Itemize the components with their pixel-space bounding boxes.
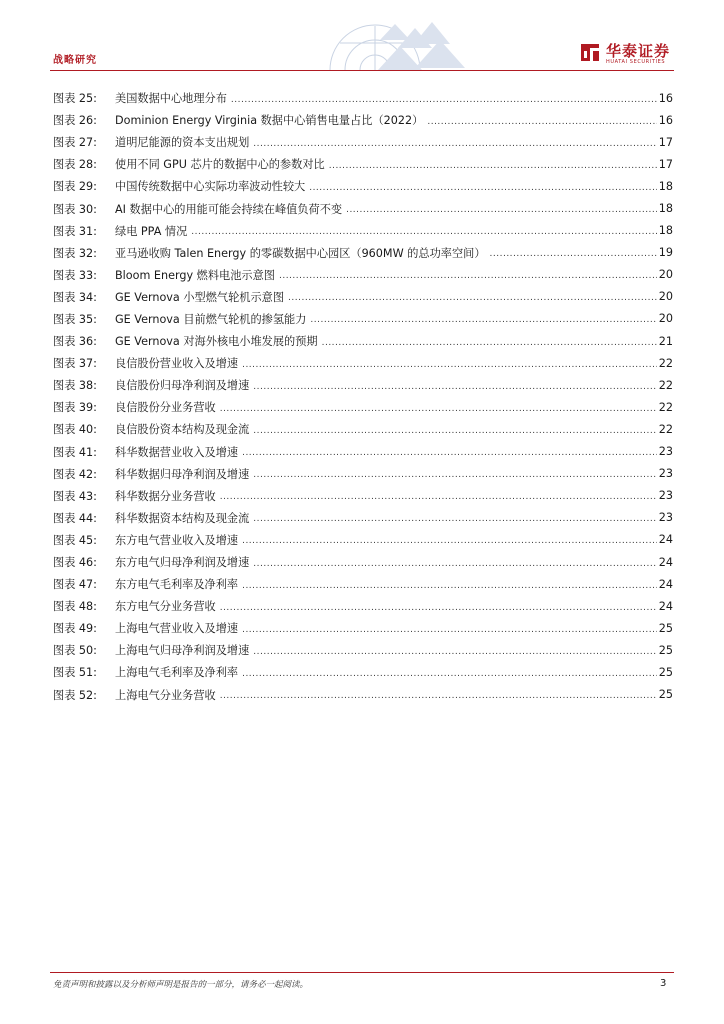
toc-entry-title: 上海电气归母净利润及增速 (115, 644, 250, 658)
toc-entry-page: 18 (658, 202, 673, 216)
toc-entry[interactable] (53, 507, 673, 529)
toc-entry-number: 图表 35: (53, 312, 97, 326)
toc-entry[interactable] (53, 109, 673, 131)
toc-entry-page: 17 (658, 157, 673, 171)
brand-name-en: HUATAI SECURITIES (606, 59, 666, 65)
toc-dot-leader (310, 316, 656, 325)
toc-entry[interactable] (53, 418, 673, 440)
toc-entry[interactable] (53, 595, 673, 617)
toc-dot-leader (253, 515, 656, 524)
toc-entry-number: 图表 45: (53, 533, 97, 547)
header-divider (50, 70, 674, 71)
toc-entry-title: 科华数据分业务营收 (115, 489, 216, 503)
toc-entry-page: 24 (658, 599, 673, 613)
toc-dot-leader (346, 206, 657, 215)
toc-entry-title: 美国数据中心地理分布 (115, 92, 227, 106)
toc-dot-leader (191, 228, 656, 237)
brand-name-cn: 华泰证券 (606, 42, 671, 60)
toc-entry-page: 23 (658, 467, 673, 481)
section-label: 战略研究 (53, 55, 97, 66)
toc-entry-page: 18 (658, 224, 673, 238)
toc-dot-leader (279, 272, 657, 281)
brand-logo (578, 40, 678, 68)
toc-entry-page: 24 (658, 577, 673, 591)
toc-entry-page: 22 (658, 400, 673, 414)
toc-entry-number: 图表 47: (53, 578, 97, 592)
toc-entry-title: GE Vernova 小型燃气轮机示意图 (115, 290, 285, 304)
toc-entry[interactable] (53, 617, 673, 639)
toc-entry[interactable] (53, 330, 673, 352)
toc-dot-leader (242, 582, 657, 591)
toc-entry-number: 图表 29: (53, 180, 97, 194)
toc-dot-leader (220, 604, 657, 613)
toc-entry[interactable] (53, 87, 673, 109)
toc-entry-number: 图表 46: (53, 556, 97, 570)
toc-entry[interactable] (53, 308, 673, 330)
toc-entry[interactable] (53, 529, 673, 551)
toc-entry-number: 图表 27: (53, 136, 97, 150)
footer-divider (50, 972, 674, 973)
toc-entry-number: 图表 30: (53, 202, 97, 216)
toc-entry-page: 22 (658, 378, 673, 392)
toc-entry-page: 18 (658, 179, 673, 193)
toc-entry-title: AI 数据中心的用能可能会持续在峰值负荷不变 (115, 202, 343, 216)
toc-entry[interactable] (53, 220, 673, 242)
page-number: 3 (660, 978, 667, 989)
toc-entry-title: 良信股份资本结构及现金流 (115, 423, 250, 437)
toc-dot-leader (242, 449, 657, 458)
toc-entry[interactable] (53, 153, 673, 175)
toc-entry-title: 良信股份分业务营收 (115, 401, 216, 415)
toc-dot-leader (322, 339, 657, 348)
toc-entry-page: 21 (658, 334, 673, 348)
toc-entry[interactable] (53, 396, 673, 418)
toc-entry-number: 图表 50: (53, 644, 97, 658)
globe-watermark-icon (300, 18, 470, 70)
toc-entry-number: 图表 32: (53, 246, 97, 260)
toc-entry-number: 图表 48: (53, 600, 97, 614)
toc-entry-number: 图表 28: (53, 158, 97, 172)
toc-entry[interactable] (53, 485, 673, 507)
toc-entry-page: 22 (658, 356, 673, 370)
toc-entry-page: 25 (658, 665, 673, 679)
toc-entry-page: 25 (658, 621, 673, 635)
toc-entry-number: 图表 34: (53, 290, 97, 304)
toc-entry-page: 24 (658, 533, 673, 547)
toc-entry-title: GE Vernova 目前燃气轮机的掺氢能力 (115, 312, 307, 326)
toc-dot-leader (242, 626, 657, 635)
toc-entry-title: 上海电气营业收入及增速 (115, 622, 239, 636)
toc-dot-leader (288, 294, 657, 303)
toc-dot-leader (253, 383, 656, 392)
toc-entry-number: 图表 40: (53, 423, 97, 437)
toc-entry-number: 图表 41: (53, 445, 97, 459)
toc-entry-page: 23 (658, 511, 673, 525)
toc-dot-leader (309, 184, 657, 193)
toc-entry[interactable] (53, 352, 673, 374)
toc-entry[interactable] (53, 551, 673, 573)
page-header (0, 0, 724, 70)
toc-dot-leader (220, 493, 657, 502)
toc-entry-title: 上海电气毛利率及净利率 (115, 666, 239, 680)
toc-dot-leader (242, 361, 657, 370)
toc-dot-leader (253, 140, 656, 149)
toc-entry-page: 23 (658, 489, 673, 503)
toc-entry[interactable] (53, 639, 673, 661)
toc-dot-leader (329, 162, 657, 171)
toc-entry-title: 东方电气分业务营收 (115, 600, 216, 614)
toc-entry-page: 22 (658, 422, 673, 436)
toc-entry-page: 20 (658, 312, 673, 326)
toc-entry[interactable] (53, 264, 673, 286)
toc-entry-title: 良信股份营业收入及增速 (115, 357, 239, 371)
toc-entry-title: 绿电 PPA 情况 (115, 224, 188, 238)
toc-entry-number: 图表 38: (53, 379, 97, 393)
toc-dot-leader (490, 250, 657, 259)
toc-entry[interactable] (53, 131, 673, 153)
toc-entry-number: 图表 31: (53, 224, 97, 238)
toc-entry[interactable] (53, 242, 673, 264)
footer-disclaimer: 免责声明和披露以及分析师声明是报告的一部分，请务必一起阅读。 (53, 980, 309, 990)
toc-entry-number: 图表 43: (53, 489, 97, 503)
toc-entry-title: 道明尼能源的资本支出规划 (115, 136, 250, 150)
toc-dot-leader (220, 405, 657, 414)
toc-entry-page: 25 (658, 643, 673, 657)
toc-entry[interactable] (53, 684, 673, 706)
toc-entry[interactable] (53, 197, 673, 219)
toc-entry-page: 20 (658, 290, 673, 304)
toc-entry-page: 16 (658, 91, 673, 105)
toc-entry-number: 图表 33: (53, 268, 97, 282)
toc-entry-page: 25 (658, 688, 673, 702)
toc-entry-page: 16 (658, 113, 673, 127)
toc-entry-number: 图表 25: (53, 92, 97, 106)
toc-dot-leader (253, 560, 656, 569)
toc-dot-leader (231, 96, 657, 105)
toc-entry-number: 图表 37: (53, 357, 97, 371)
toc-dot-leader (427, 118, 656, 127)
toc-entry-page: 20 (658, 268, 673, 282)
toc-entry[interactable] (53, 573, 673, 595)
toc-entry-page: 19 (658, 246, 673, 260)
toc-entry-number: 图表 39: (53, 401, 97, 415)
toc-entry-title: 科华数据归母净利润及增速 (115, 467, 250, 481)
toc-entry[interactable] (53, 286, 673, 308)
toc-entry[interactable] (53, 374, 673, 396)
toc-entry-page: 23 (658, 445, 673, 459)
toc-entry-title: Dominion Energy Virginia 数据中心销售电量占比（2022） (115, 114, 424, 128)
toc-entry-number: 图表 52: (53, 688, 97, 702)
toc-entry[interactable] (53, 175, 673, 197)
table-of-figures (53, 87, 673, 706)
toc-entry[interactable] (53, 661, 673, 683)
toc-entry-page: 17 (658, 135, 673, 149)
toc-entry-title: 东方电气归母净利润及增速 (115, 556, 250, 570)
toc-entry-title: 亚马逊收购 Talen Energy 的零碳数据中心园区（960MW 的总功率空间） (115, 246, 486, 260)
toc-entry[interactable] (53, 441, 673, 463)
toc-dot-leader (253, 471, 656, 480)
toc-entry-page: 24 (658, 555, 673, 569)
toc-entry-number: 图表 51: (53, 666, 97, 680)
toc-entry-number: 图表 42: (53, 467, 97, 481)
toc-entry-title: GE Vernova 对海外核电小堆发展的预期 (115, 335, 318, 349)
toc-dot-leader (253, 648, 656, 657)
toc-entry-title: 东方电气毛利率及净利率 (115, 578, 239, 592)
toc-entry-title: 中国传统数据中心实际功率波动性较大 (115, 180, 306, 194)
toc-entry-number: 图表 49: (53, 622, 97, 636)
toc-entry-number: 图表 26: (53, 114, 97, 128)
toc-dot-leader (242, 537, 657, 546)
toc-dot-leader (220, 692, 657, 701)
toc-entry-number: 图表 36: (53, 335, 97, 349)
toc-entry-number: 图表 44: (53, 511, 97, 525)
toc-dot-leader (253, 427, 656, 436)
brand-mark-icon (578, 40, 602, 64)
toc-entry-title: 使用不同 GPU 芯片的数据中心的参数对比 (115, 158, 325, 172)
toc-entry-title: 上海电气分业务营收 (115, 688, 216, 702)
toc-entry-title: Bloom Energy 燃料电池示意图 (115, 268, 275, 282)
toc-dot-leader (242, 670, 657, 679)
toc-entry[interactable] (53, 463, 673, 485)
toc-entry-title: 东方电气营业收入及增速 (115, 533, 239, 547)
toc-entry-title: 科华数据资本结构及现金流 (115, 511, 250, 525)
toc-entry-title: 科华数据营业收入及增速 (115, 445, 239, 459)
toc-entry-title: 良信股份归母净利润及增速 (115, 379, 250, 393)
